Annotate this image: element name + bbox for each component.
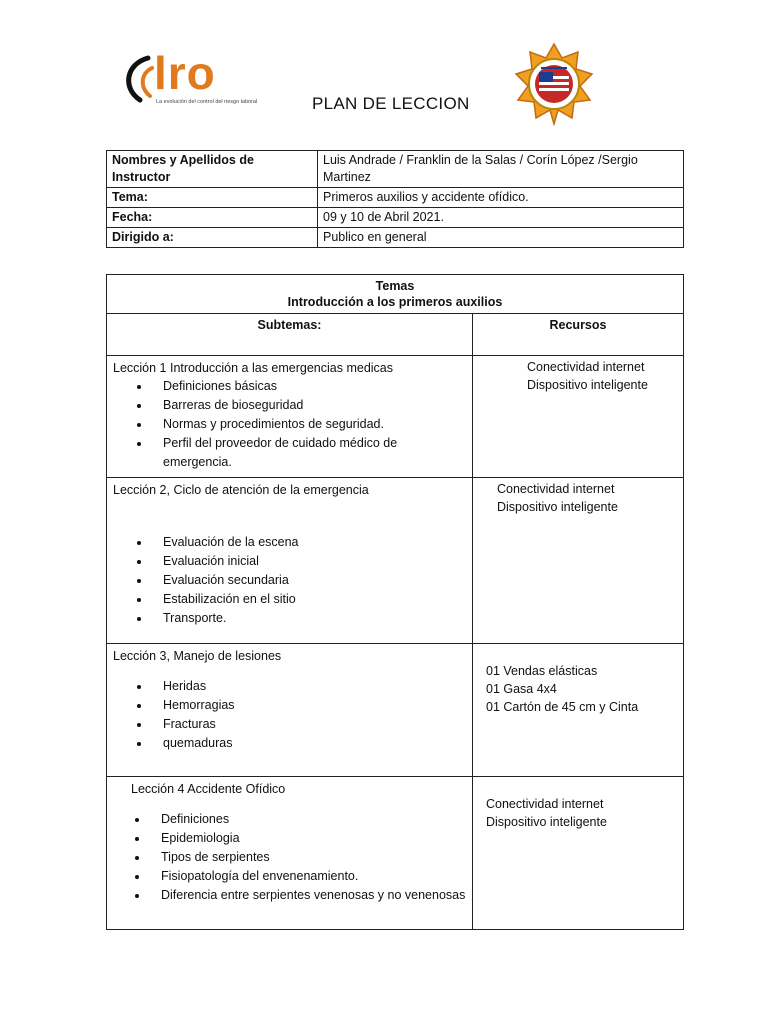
lesson-recursos-cell (473, 644, 684, 777)
subtemas-column-header: Subtemas: (107, 314, 473, 356)
fecha-label: Fecha: (107, 208, 318, 228)
lesson-recursos-cell (473, 777, 684, 930)
table-row (107, 228, 684, 248)
list-item: • Fisiopatología del envenenamiento. (149, 867, 466, 886)
temas-heading: Temas (375, 279, 415, 293)
lesson-title: Lección 2, Ciclo de atención de la emergencia (113, 483, 369, 497)
table-row (107, 188, 684, 208)
list-item: • Perfil del proveedor de cuidado médico de emergencia. (151, 434, 466, 472)
table-row (107, 151, 684, 188)
lesson-title: Lección 1 Introducción a las emergencias medicas (113, 361, 394, 375)
lesson-items (113, 677, 466, 753)
iro-swoosh-icon (118, 54, 158, 106)
lesson-items (131, 810, 466, 905)
list-item: • Heridas (151, 677, 466, 696)
list-item: • Epidemiologia (149, 829, 466, 848)
list-item: • Normas y procedimientos de seguridad. (151, 415, 466, 434)
resource-item: Dispositivo inteligente (527, 378, 648, 392)
lesson-row (107, 644, 684, 777)
resource-item: Conectividad internet (527, 360, 645, 374)
lesson-subtemas-cell (107, 356, 473, 478)
resource-item: Conectividad internet (497, 482, 615, 496)
table-row (107, 208, 684, 228)
fire-school-seal (512, 42, 596, 126)
list-item: • Tipos de serpientes (149, 848, 466, 867)
list-item: • Estabilización en el sitio (151, 590, 466, 609)
lesson-row (107, 777, 684, 930)
list-item: • Evaluación inicial (151, 552, 466, 571)
list-item: • Definiciones básicas (151, 377, 466, 396)
logo-brand-text: lro (154, 47, 216, 99)
fecha-value: 09 y 10 de Abril 2021. (318, 208, 684, 228)
list-item: • quemaduras (151, 734, 466, 753)
lesson-plan-table (106, 274, 684, 930)
instructor-value: Luis Andrade / Franklin de la Salas / Corín López /Sergio Martinez (318, 151, 684, 188)
lesson-row (107, 478, 684, 644)
list-item: • Barreras de bioseguridad (151, 396, 466, 415)
recursos-column-header: Recursos (473, 314, 684, 356)
lesson-items (113, 377, 466, 472)
plan-table-header (107, 275, 684, 314)
list-item: • Diferencia entre serpientes venenosas y no venenosas (149, 886, 466, 905)
lesson-subtemas-cell (107, 478, 473, 644)
resource-item: 01 Cartón de 45 cm y Cinta (486, 700, 639, 714)
instructor-info-table (106, 150, 684, 248)
iro-logo (118, 47, 258, 112)
lesson-recursos-cell (473, 478, 684, 644)
instructor-label: Nombres y Apellidos de Instructor (107, 151, 318, 188)
list-item: • Fracturas (151, 715, 466, 734)
list-item: • Definiciones (149, 810, 466, 829)
list-item: • Transporte. (151, 609, 466, 628)
dirigido-value: Publico en general (318, 228, 684, 248)
lesson-recursos-cell (473, 356, 684, 478)
list-item: • Evaluación de la escena (151, 533, 466, 552)
page-title: PLAN DE LECCION (312, 94, 470, 113)
resource-item: 01 Vendas elásticas (486, 664, 598, 678)
tema-value: Primeros auxilios y accidente ofídico. (318, 188, 684, 208)
lesson-title: Lección 3, Manejo de lesiones (113, 649, 282, 663)
temas-subheading: Introducción a los primeros auxilios (287, 295, 503, 309)
dirigido-label: Dirigido a: (107, 228, 318, 248)
lesson-subtemas-cell (107, 777, 473, 930)
resource-item: Dispositivo inteligente (486, 815, 607, 829)
lesson-row (107, 356, 684, 478)
lesson-title: Lección 4 Accidente Ofídico (131, 782, 286, 796)
resource-item: Dispositivo inteligente (497, 500, 618, 514)
lesson-items (113, 533, 466, 628)
resource-item: Conectividad internet (486, 797, 604, 811)
tema-label: Tema: (107, 188, 318, 208)
list-item: • Hemorragias (151, 696, 466, 715)
list-item: • Evaluación secundaria (151, 571, 466, 590)
logo-tagline: La evolución del control del riesgo laboral (156, 99, 258, 105)
lesson-subtemas-cell (107, 644, 473, 777)
resource-item: 01 Gasa 4x4 (486, 682, 557, 696)
